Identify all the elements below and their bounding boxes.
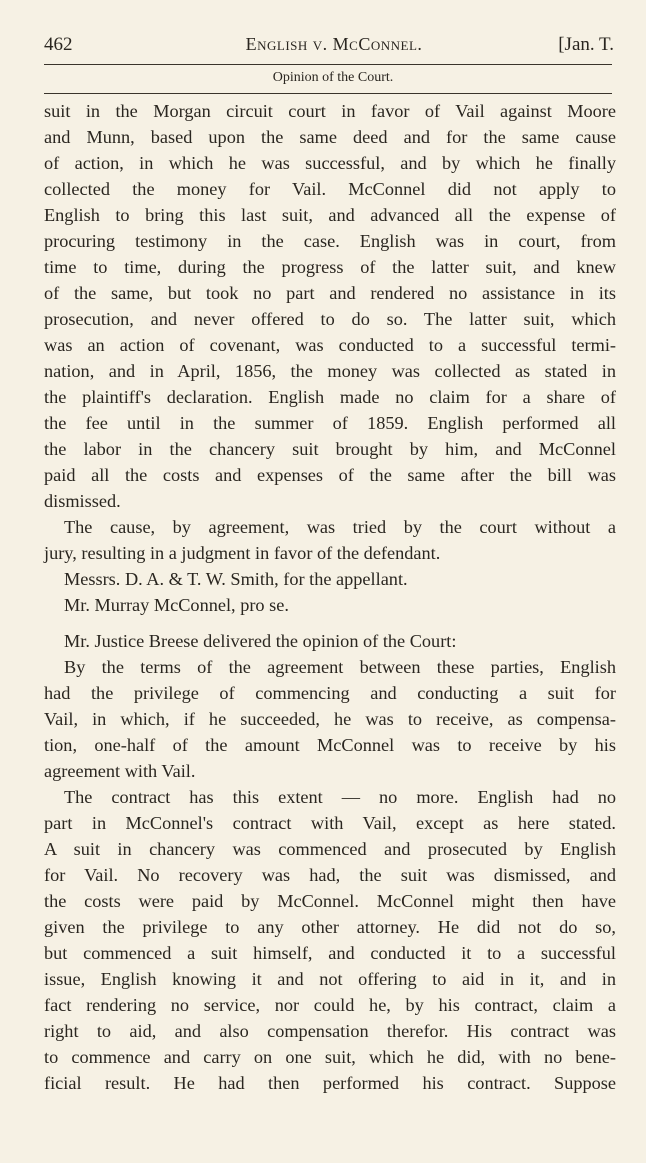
text-line: By the terms of the agreement between these parties, English bbox=[64, 657, 616, 677]
page-header bbox=[44, 32, 614, 62]
page-number: 462 bbox=[44, 34, 73, 55]
text-line: part in McConnel's contract with Vail, except as here stated. bbox=[44, 813, 616, 833]
text-line: the costs were paid by McConnel. McConnel might then have bbox=[44, 891, 616, 911]
text-line: fact rendering no service, nor could he, by his contract, claim a bbox=[44, 995, 616, 1015]
counsel-appellee: Mr. Murray McConnel, pro se. bbox=[64, 595, 289, 615]
opinion-text bbox=[44, 98, 616, 1096]
text-line: of action, in which he was successful, and by which he finally bbox=[44, 153, 616, 173]
text-line: paid all the costs and expenses of the same after the bill was bbox=[44, 465, 616, 485]
text-line: but commenced a suit himself, and conducted it to a successful bbox=[44, 943, 616, 963]
text-line: of the same, but took no part and rendered no assistance in its bbox=[44, 283, 616, 303]
text-line: suit in the Morgan circuit court in favor of Vail against Moore bbox=[44, 101, 616, 121]
text-line: procuring testimony in the case. English was in court, from bbox=[44, 231, 616, 251]
text-line: had the privilege of commencing and conducting a suit for bbox=[44, 683, 616, 703]
text-line: right to aid, and also compensation therefor. His contract was bbox=[44, 1021, 616, 1041]
header-rule bbox=[44, 64, 612, 65]
text-line: issue, English knowing it and not offering to aid in it, and in bbox=[44, 969, 616, 989]
text-line: was an action of covenant, was conducted to a successful termi- bbox=[44, 335, 616, 355]
text-line: the labor in the chancery suit brought by him, and McConnel bbox=[44, 439, 616, 459]
running-title: English v. McConnel. bbox=[245, 34, 423, 54]
text-line: to commence and carry on one suit, which he did, with no bene- bbox=[44, 1047, 616, 1067]
text-line: time to time, during the progress of the latter suit, and knew bbox=[44, 257, 616, 277]
text-line: tion, one-half of the amount McConnel was to receive by his bbox=[44, 735, 616, 755]
text-line: The cause, by agreement, was tried by the court without a bbox=[64, 517, 616, 537]
text-line: ficial result. He had then performed his contract. Suppose bbox=[44, 1073, 616, 1093]
text-line: collected the money for Vail. McConnel did not apply to bbox=[44, 179, 616, 199]
text-line: The contract has this extent — no more. English had no bbox=[64, 787, 616, 807]
term-label: [Jan. T. bbox=[558, 34, 614, 55]
text-line: A suit in chancery was commenced and prosecuted by English bbox=[44, 839, 616, 859]
counsel-appellant: Messrs. D. A. & T. W. Smith, for the appellant. bbox=[64, 569, 408, 589]
text-line: the fee until in the summer of 1859. English performed all bbox=[44, 413, 616, 433]
text-line: prosecution, and never offered to do so. The latter suit, which bbox=[44, 309, 616, 329]
text-line: given the privilege to any other attorney. He did not do so, bbox=[44, 917, 616, 937]
text-line: nation, and in April, 1856, the money was collected as stated in bbox=[44, 361, 616, 381]
text-line: English to bring this last suit, and advanced all the expense of bbox=[44, 205, 616, 225]
text-line: dismissed. bbox=[44, 491, 121, 511]
text-line: the plaintiff's declaration. English made no claim for a share of bbox=[44, 387, 616, 407]
text-line: agreement with Vail. bbox=[44, 761, 196, 781]
text-line: and Munn, based upon the same deed and for the same cause bbox=[44, 127, 616, 147]
text-line: jury, resulting in a judgment in favor of the defendant. bbox=[44, 543, 441, 563]
section-subheading: Opinion of the Court. bbox=[272, 70, 394, 85]
opinion-attribution: Mr. Justice Breese delivered the opinion of the Court: bbox=[64, 631, 457, 651]
subheading-rule bbox=[44, 93, 612, 94]
text-line: Vail, in which, if he succeeded, he was to receive, as compensa- bbox=[44, 709, 616, 729]
text-line: for Vail. No recovery was had, the suit was dismissed, and bbox=[44, 865, 616, 885]
